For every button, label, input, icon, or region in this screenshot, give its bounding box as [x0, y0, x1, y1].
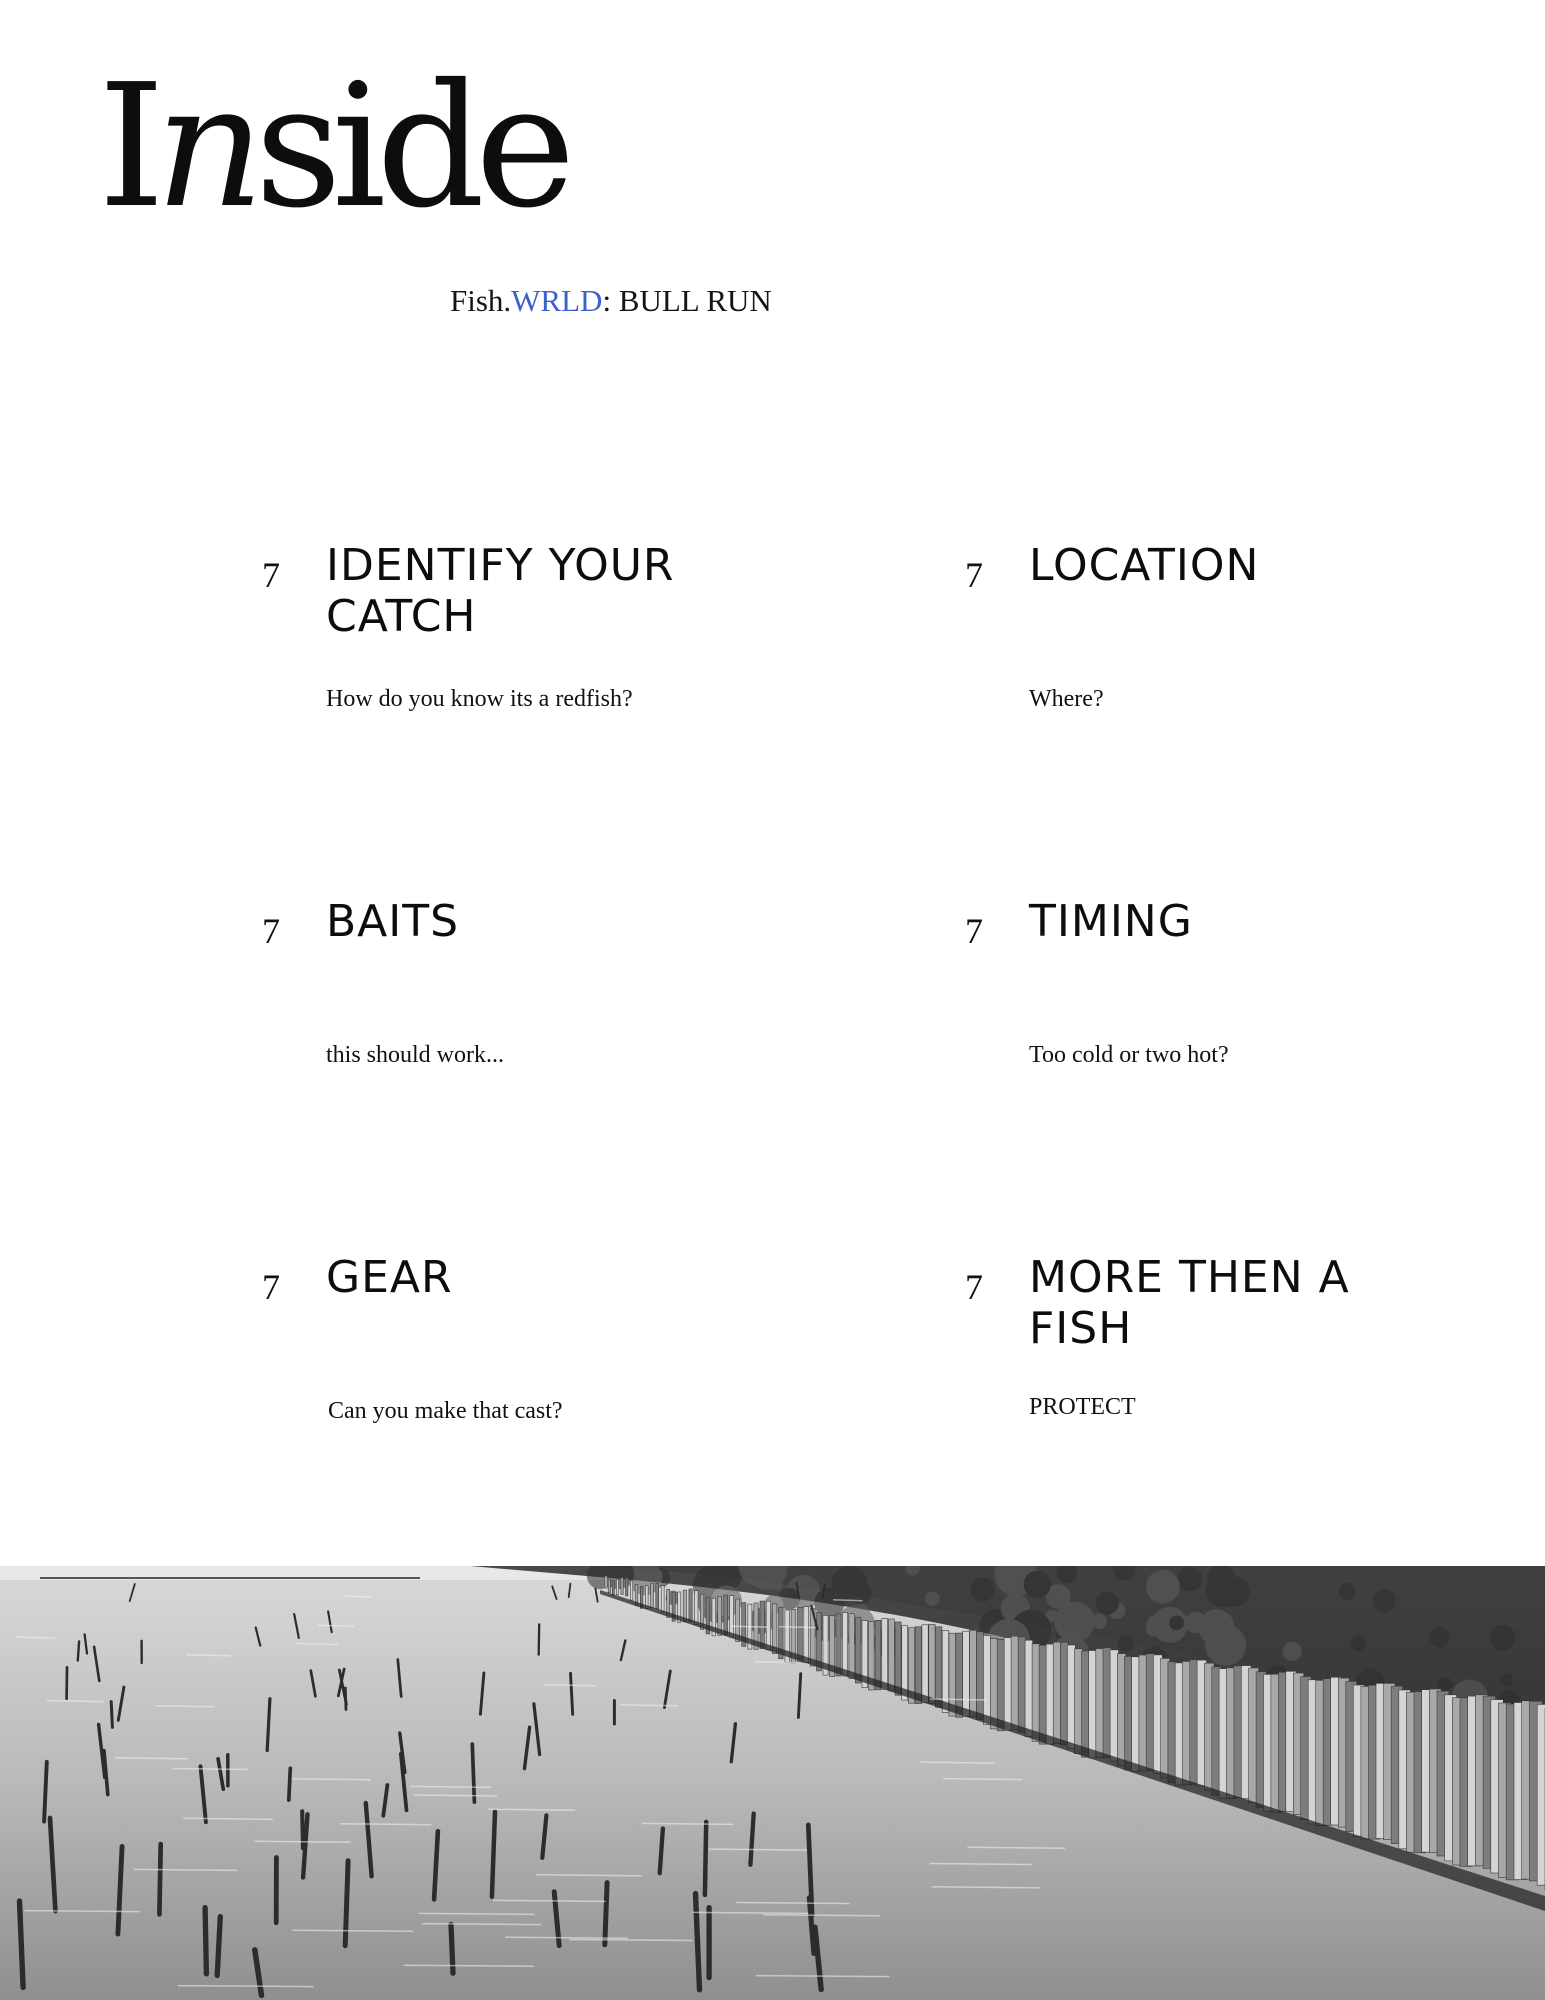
contents-item-more-then-a-fish[interactable] — [965, 1252, 1525, 1452]
page-number: 7 — [965, 1267, 983, 1307]
contents-item-gear[interactable] — [262, 1252, 822, 1452]
issue-subtitle — [450, 283, 772, 319]
contents-item-timing[interactable] — [965, 896, 1525, 1096]
page-number: 7 — [262, 555, 280, 595]
brand-prefix: Fish. — [450, 283, 512, 318]
page-number: 7 — [965, 911, 983, 951]
page-number: 7 — [262, 1267, 280, 1307]
item-description: Can you make that cast? — [328, 1398, 563, 1424]
masthead-letter-n: n — [155, 48, 255, 246]
item-title: GEAR — [326, 1252, 453, 1303]
item-description: Where? — [1029, 686, 1104, 712]
contents-item-location[interactable] — [965, 540, 1525, 740]
item-description-link[interactable]: PROTECT — [1029, 1394, 1136, 1420]
contents-item-identify[interactable] — [262, 540, 822, 740]
page-number: 7 — [262, 911, 280, 951]
issue-name: : BULL RUN — [602, 283, 772, 318]
masthead-letter-i: I — [98, 48, 156, 246]
page-number: 7 — [965, 555, 983, 595]
contents-item-baits[interactable] — [262, 896, 822, 1096]
masthead-rest: side — [254, 48, 566, 246]
item-title: BAITS — [326, 896, 460, 947]
shoreline-photo — [0, 1566, 1545, 2000]
item-description: How do you know its a redfish? — [326, 686, 633, 712]
brand-accent: WRLD — [511, 283, 603, 318]
item-title: MORE THEN A FISH — [1029, 1252, 1350, 1354]
item-description: Too cold or two hot? — [1029, 1042, 1229, 1068]
item-description: this should work... — [326, 1042, 505, 1068]
item-title: IDENTIFY YOUR CATCH — [326, 540, 675, 642]
item-title: LOCATION — [1029, 540, 1260, 591]
item-title: TIMING — [1029, 896, 1193, 947]
masthead-title — [98, 48, 566, 246]
